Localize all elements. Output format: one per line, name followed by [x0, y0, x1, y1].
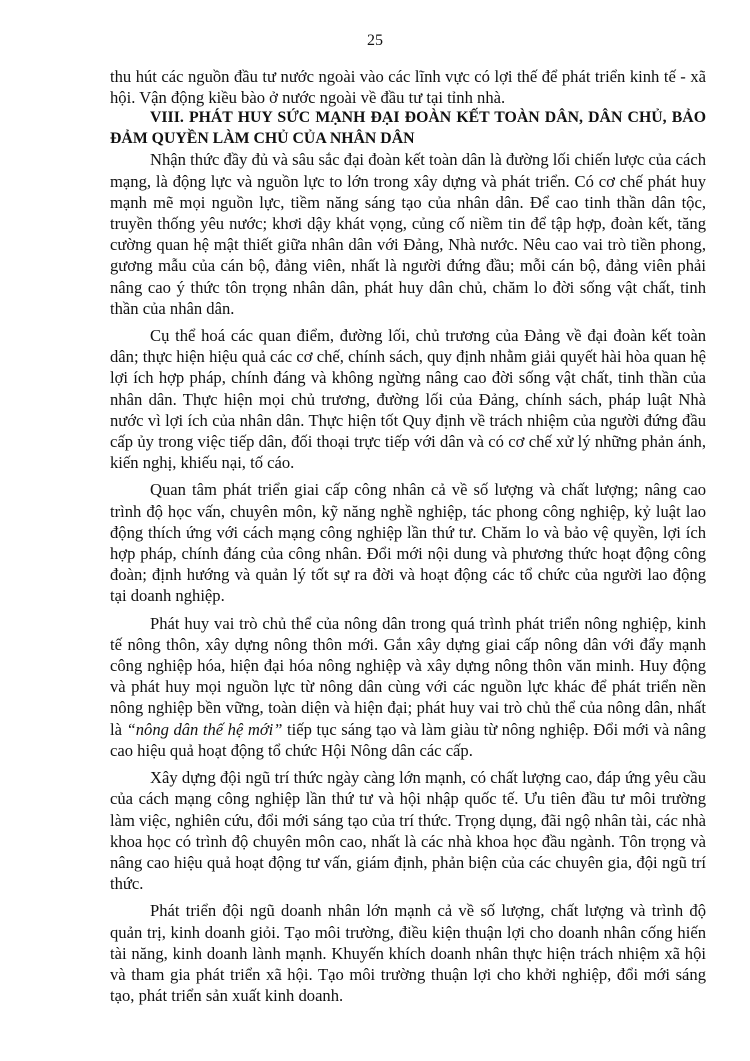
document-body [110, 66, 706, 1006]
farmers-text-start: Phát huy vai trò chủ thể của nông dân trong quá trình phát triển nông nghiệp, kinh tế nông thôn, xây dựng nông thôn mới. Gắn xây dựng giai cấp nông dân với đẩy mạnh công nghiệp hóa, hiện đại hóa nông nghiệp và xây dựng nông thôn văn minh. Huy động và phát huy mọi nguồn lực từ nông dân cùng với các nguồn lực khác để phát triển nền nông nghiệp bền vững, toàn diện và hiện đại; phát huy vai trò chủ thể của nông dân, nhất là [110, 613, 706, 739]
new-generation-farmers-phrase: “nông dân thế hệ mới” [126, 719, 283, 739]
page-number: 25 [367, 32, 383, 49]
paragraph-farmers [110, 613, 706, 761]
paragraph-intellectuals: Xây dựng đội ngũ trí thức ngày càng lớn mạnh, có chất lượng cao, đáp ứng yêu cầu của cách mạng công nghiệp lần thứ tư và hội nhập quốc tế. Ưu tiên đầu tư môi trường làm việc, nghiên cứu, đổi mới sáng tạo của trí thức. Trọng dụng, đãi ngộ nhân tài, các nhà khoa học có trình độ chuyên môn cao, nhất là các nhà khoa học đầu ngành. Tôn trọng và nâng cao hiệu quả hoạt động tư vấn, giám định, phản biện của các chuyên gia, đội ngũ trí thức. [110, 768, 706, 894]
farmers-text-end: tiếp tục sáng tạo và làm giàu từ nông nghiệp. Đổi mới và nâng cao hiệu quả hoạt động tổ chức Hội Nông dân các cấp. [110, 719, 706, 760]
section-heading: VIII. PHÁT HUY SỨC MẠNH ĐẠI ĐOÀN KẾT TOÀN DÂN, DÂN CHỦ, BẢO ĐẢM QUYỀN LÀM CHỦ CỦA NHÂN DÂN [110, 109, 706, 147]
paragraph-great-national-unity: Nhận thức đầy đủ và sâu sắc đại đoàn kết toàn dân là đường lối chiến lược của cách mạng, là động lực và nguồn lực to lớn trong xây dựng và phát triển. Có cơ chế phát huy mạnh mẽ mọi nguồn lực, tiềm năng sáng tạo của nhân dân. Để cao tinh thần dân tộc, truyền thống yêu nước; khơi dậy khát vọng, củng cố niềm tin để tập hợp, đoàn kết, tăng cường quan hệ mật thiết giữa nhân dân với Đảng, Nhà nước. Nêu cao vai trò tiền phong, gương mẫu của cán bộ, đảng viên, nhất là người đứng đầu; mỗi cán bộ, đảng viên phải nâng cao ý thức tôn trọng nhân dân, phát huy dân chủ, chăm lo đời sống vật chất, tinh thần của nhân dân. [110, 150, 706, 318]
paragraph-entrepreneurs: Phát triển đội ngũ doanh nhân lớn mạnh cả về số lượng, chất lượng và trình độ quản trị, kinh doanh giỏi. Tạo môi trường, điều kiện thuận lợi cho doanh nhân cống hiến tài năng, kinh doanh lành mạnh. Khuyến khích doanh nhân thực hiện trách nhiệm xã hội và tham gia phát triển xã hội. Tạo môi trường thuận lợi cho khởi nghiệp, đổi mới sáng tạo, phát triển sản xuất kinh doanh. [110, 901, 706, 1006]
continuation-paragraph: thu hút các nguồn đầu tư nước ngoài vào các lĩnh vực có lợi thế để phát triển kinh tế - xã hội. Vận động kiều bào ở nước ngoài về đầu tư tại tỉnh nhà. [110, 67, 706, 108]
paragraph-party-guidelines: Cụ thể hoá các quan điểm, đường lối, chủ trương của Đảng về đại đoàn kết toàn dân; thực hiện hiệu quả các cơ chế, chính sách, quy định nhằm giải quyết hài hòa quan hệ lợi ích hợp pháp, chính đáng và không ngừng nâng cao đời sống vật chất, tinh thần của nhân dân. Thực hiện mọi chủ trương, đường lối của Đảng, chính sách, pháp luật Nhà nước vì lợi ích của nhân dân. Thực hiện tốt Quy định về trách nhiệm của người đứng đầu cấp ủy trong việc tiếp dân, đối thoại trực tiếp với dân và có cơ chế xử lý những phản ánh, kiến nghị, khiếu nại, tố cáo. [110, 326, 706, 473]
paragraph-working-class: Quan tâm phát triển giai cấp công nhân cả về số lượng và chất lượng; nâng cao trình độ học vấn, chuyên môn, kỹ năng nghề nghiệp, tác phong công nghiệp, kỷ luật lao động thích ứng với cách mạng công nghiệp lần thứ tư. Chăm lo và bảo vệ quyền, lợi ích hợp pháp, chính đáng của công nhân. Đổi mới nội dung và phương thức hoạt động công đoàn; định hướng và quản lý tốt sự ra đời và hoạt động các tổ chức của người lao động tại doanh nghiệp. [110, 480, 706, 606]
